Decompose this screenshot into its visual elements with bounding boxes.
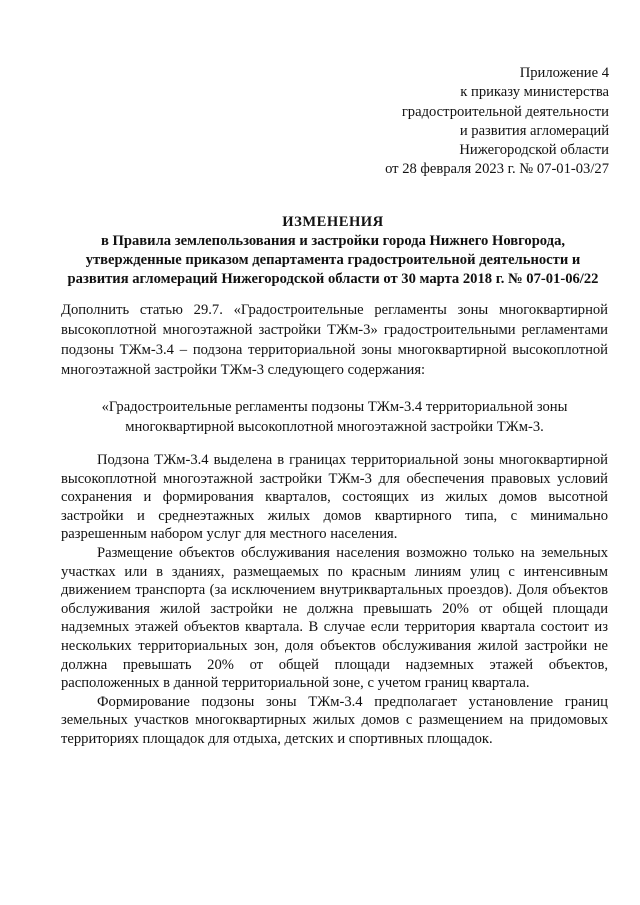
title-heading: ИЗМЕНЕНИЯ — [282, 214, 384, 230]
title-line: развития агломераций Нижегородской области от 30 марта 2018 г. № 07-01-06/22 — [67, 271, 599, 287]
approval-line: Нижегородской области — [459, 142, 609, 159]
approval-line: и развития агломераций — [459, 122, 609, 139]
document-title — [50, 213, 616, 289]
approval-line: Приложение 4 — [519, 65, 609, 81]
regulations-subheading — [61, 397, 608, 437]
approval-line: градостроительной деятельности — [401, 103, 609, 120]
title-line: утвержденные приказом департамента градостроительной деятельности и — [85, 252, 581, 268]
approval-line: к приказу министерства — [460, 84, 609, 101]
approval-line: от 28 февраля 2023 г. № 07-01-03/27 — [385, 161, 609, 178]
subheading-line: многоквартирной высокоплотной многоэтажной застройки ТЖм-3. — [125, 419, 544, 435]
title-line: в Правила землепользования и застройки города Нижнего Новгорода, — [100, 233, 566, 249]
approval-block — [385, 64, 609, 180]
body-paragraph: Подзона ТЖм-3.4 выделена в границах территориальной зоны многоквартирной высокоплотной многоэтажной застройки ТЖм-3 для обеспечения правовых условий сохранения и формирования кварталов, состоящих из жилых домов высотной застройки и среднеэтажных жилых домов квартирного типа, с минимально разрешенным набором услуг для местного населения. — [61, 452, 608, 543]
body-paragraph: Размещение объектов обслуживания населения возможно только на земельных участках или в зданиях, размещаемых по красным линиям улиц с интенсивным движением транспорта (за исключением внутриквартальных проездов). Доля объектов обслуживания жилой застройки не должна превышать 20% от общей площади надземных этажей объектов квартала. В случае если территория квартала состоит из нескольких территориальных зон, доля объектов обслуживания жилой застройки не должна превышать 20% от общей площади надземных этажей объектов, расположенных в данной территориальной зоне, с учетом границ квартала. — [61, 544, 608, 692]
body-paragraph: Формирование подзоны зоны ТЖм-3.4 предполагает установление границ земельных участков многоквартирных жилых домов с размещением на придомовых территориях площадок для отдыха, детских и спортивных площадок. — [61, 693, 608, 747]
intro-paragraph: Дополнить статью 29.7. «Градостроительные регламенты зоны многоквартирной высокоплотной многоэтажной застройки ТЖм-3» градостроительными регламентами подзоны ТЖм-3.4 – подзона территориальной зоны многоквартирной высокоплотной многоэтажной застройки ТЖм-3 следующего содержания: — [61, 302, 608, 378]
subheading-line: «Градостроительные регламенты подзоны ТЖм-3.4 территориальной зоны — [101, 399, 568, 415]
body-text — [61, 451, 608, 749]
